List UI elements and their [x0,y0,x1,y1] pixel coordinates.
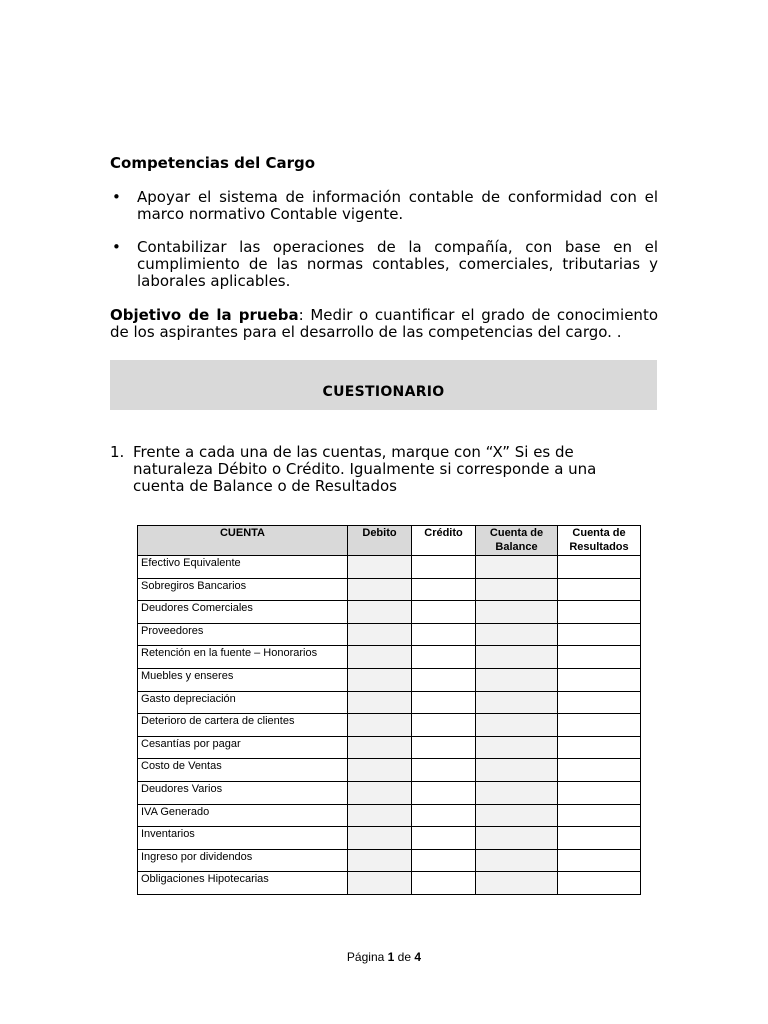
balance-cell[interactable] [476,781,558,804]
account-name: Inventarios [138,827,348,850]
credito-cell[interactable] [412,759,476,782]
questionnaire-title: CUESTIONARIO [322,384,445,400]
balance-cell[interactable] [476,668,558,691]
balance-cell[interactable] [476,646,558,669]
debito-cell[interactable] [348,691,412,714]
debito-cell[interactable] [348,849,412,872]
account-name: Efectivo Equivalente [138,556,348,579]
debito-cell[interactable] [348,714,412,737]
credito-cell[interactable] [412,668,476,691]
balance-cell[interactable] [476,827,558,850]
account-name: Proveedores [138,623,348,646]
resultados-cell[interactable] [558,759,641,782]
credito-cell[interactable] [412,714,476,737]
account-name: Obligaciones Hipotecarias [138,872,348,895]
bullet-icon: • [112,238,121,256]
objective-label: Objetivo de la prueba [110,306,299,324]
account-name: Cesantías por pagar [138,736,348,759]
header-credito: Crédito [412,526,476,556]
table-row [138,827,641,850]
header-cuenta: CUENTA [138,526,348,556]
table-row [138,601,641,624]
account-name: Deudores Varios [138,781,348,804]
question-item [110,444,620,495]
credito-cell[interactable] [412,849,476,872]
page-footer [0,949,768,965]
debito-cell[interactable] [348,827,412,850]
resultados-cell[interactable] [558,804,641,827]
resultados-cell[interactable] [558,601,641,624]
debito-cell[interactable] [348,646,412,669]
resultados-cell[interactable] [558,578,641,601]
competency-text: Contabilizar las operaciones de la compañía, con base en el cumplimiento de las normas contables, comerciales, tributarias y laborales aplicables. [137,238,658,290]
account-name: Costo de Ventas [138,759,348,782]
balance-cell[interactable] [476,691,558,714]
question-number: 1. [110,443,125,461]
objective-text: : Medir o cuantificar el grado de conocimiento de los aspirantes para el desarrollo de las competencias del cargo. . [110,306,659,341]
debito-cell[interactable] [348,578,412,601]
table-row [138,736,641,759]
header-debito: Debito [348,526,412,556]
footer-current-page: 1 [387,950,395,964]
account-name: Muebles y enseres [138,668,348,691]
balance-cell[interactable] [476,804,558,827]
table-row [138,646,641,669]
credito-cell[interactable] [412,646,476,669]
credito-cell[interactable] [412,691,476,714]
account-name: Ingreso por dividendos [138,849,348,872]
bullet-icon: • [112,188,121,206]
resultados-cell[interactable] [558,691,641,714]
debito-cell[interactable] [348,601,412,624]
account-name: Deudores Comerciales [138,601,348,624]
balance-cell[interactable] [476,578,558,601]
table-row [138,804,641,827]
debito-cell[interactable] [348,804,412,827]
account-name: Gasto depreciación [138,691,348,714]
balance-cell[interactable] [476,714,558,737]
resultados-cell[interactable] [558,736,641,759]
account-name: IVA Generado [138,804,348,827]
balance-cell[interactable] [476,849,558,872]
balance-cell[interactable] [476,556,558,579]
resultados-cell[interactable] [558,781,641,804]
footer-of-word: de [397,950,412,964]
resultados-cell[interactable] [558,714,641,737]
account-name: Sobregiros Bancarios [138,578,348,601]
table-row [138,623,641,646]
debito-cell[interactable] [348,759,412,782]
credito-cell[interactable] [412,601,476,624]
table-body [138,556,641,895]
table-header-row [138,526,641,556]
objective-paragraph [110,307,658,341]
header-balance: Cuenta de Balance [476,526,558,556]
account-name: Deterioro de cartera de clientes [138,714,348,737]
questionnaire-banner [110,360,657,410]
debito-cell[interactable] [348,781,412,804]
resultados-cell[interactable] [558,872,641,895]
footer-total-pages: 4 [414,950,422,964]
resultados-cell[interactable] [558,849,641,872]
balance-cell[interactable] [476,759,558,782]
balance-cell[interactable] [476,601,558,624]
section-heading: Competencias del Cargo [110,154,316,172]
balance-cell[interactable] [476,623,558,646]
competency-text: Apoyar el sistema de información contable de conformidad con el marco normativo Contable vigente. [137,188,658,223]
resultados-cell[interactable] [558,668,641,691]
table-row [138,872,641,895]
table-row [138,759,641,782]
credito-cell[interactable] [412,781,476,804]
balance-cell[interactable] [476,736,558,759]
debito-cell[interactable] [348,668,412,691]
credito-cell[interactable] [412,827,476,850]
resultados-cell[interactable] [558,556,641,579]
credito-cell[interactable] [412,578,476,601]
table-row [138,556,641,579]
credito-cell[interactable] [412,872,476,895]
credito-cell[interactable] [412,623,476,646]
table-row [138,781,641,804]
resultados-cell[interactable] [558,623,641,646]
competency-bullet [110,189,658,223]
resultados-cell[interactable] [558,646,641,669]
table-row [138,849,641,872]
question-text: Frente a cada una de las cuentas, marque con “X” Si es de naturaleza Débito o Crédito. Igualmente si corresponde a una cuenta de Balance o de Resultados [133,443,597,495]
resultados-cell[interactable] [558,827,641,850]
debito-cell[interactable] [348,872,412,895]
competency-bullet [110,239,658,290]
credito-cell[interactable] [412,804,476,827]
table-row [138,578,641,601]
credito-cell[interactable] [412,736,476,759]
debito-cell[interactable] [348,736,412,759]
account-name: Retención en la fuente – Honorarios [138,646,348,669]
balance-cell[interactable] [476,872,558,895]
credito-cell[interactable] [412,556,476,579]
accounts-table [137,525,641,895]
header-resultados: Cuenta de Resultados [558,526,641,556]
table-row [138,691,641,714]
table-row [138,668,641,691]
debito-cell[interactable] [348,623,412,646]
debito-cell[interactable] [348,556,412,579]
footer-page-word: Página [346,950,385,964]
table-row [138,714,641,737]
